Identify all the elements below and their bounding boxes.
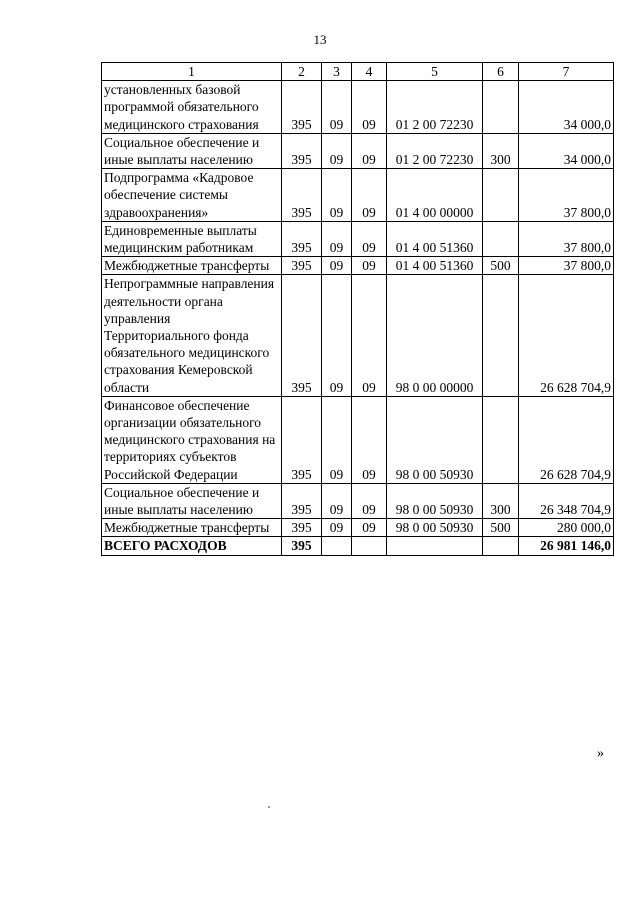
row-target-article: 01 4 00 00000 — [387, 169, 483, 222]
row-amount: 26 628 704,9 — [519, 396, 614, 483]
row-ministry-code: 395 — [282, 519, 322, 537]
row-ministry-code: 395 — [282, 483, 322, 518]
row-description: Непрограммные направления деятельности органа управления Территориального фонда обязательного медицинского страхования Кемеровской области — [102, 275, 282, 396]
row-subsection-code: 09 — [352, 396, 387, 483]
page-number: 13 — [313, 32, 327, 47]
column-header: 2 — [282, 63, 322, 81]
row-ministry-code: 395 — [282, 257, 322, 275]
row-target-article: 01 2 00 72230 — [387, 133, 483, 168]
row-ministry-code: 395 — [282, 133, 322, 168]
row-subsection-code: 09 — [352, 257, 387, 275]
row-ministry-code: 395 — [282, 221, 322, 256]
row-target-article: 01 4 00 51360 — [387, 221, 483, 256]
row-ministry-code: 395 — [282, 81, 322, 134]
row-amount: 26 348 704,9 — [519, 483, 614, 518]
row-amount: 37 800,0 — [519, 257, 614, 275]
table-header-row — [102, 63, 614, 81]
row-expense-type — [483, 396, 519, 483]
row-target-article: 01 2 00 72230 — [387, 81, 483, 134]
row-target-article: 98 0 00 50930 — [387, 519, 483, 537]
row-section-code: 09 — [322, 133, 352, 168]
row-expense-type: 500 — [483, 519, 519, 537]
total-row — [102, 537, 614, 555]
row-description: Социальное обеспечение и иные выплаты населению — [102, 483, 282, 518]
row-section-code: 09 — [322, 81, 352, 134]
row-section-code: 09 — [322, 275, 352, 396]
row-amount: 34 000,0 — [519, 81, 614, 134]
table-row — [102, 169, 614, 222]
row-section-code: 09 — [322, 483, 352, 518]
row-description: Финансовое обеспечение организации обязательного медицинского страхования на территориях субъектов Российской Федерации — [102, 396, 282, 483]
table-row — [102, 221, 614, 256]
row-expense-type — [483, 275, 519, 396]
closing-quote-mark: » — [597, 746, 604, 761]
row-subsection-code: 09 — [352, 221, 387, 256]
table-row — [102, 257, 614, 275]
column-header: 5 — [387, 63, 483, 81]
row-description: установленных базовой программой обязательного медицинского страхования — [102, 81, 282, 134]
row-subsection-code: 09 — [352, 483, 387, 518]
column-header: 7 — [519, 63, 614, 81]
row-subsection-code: 09 — [352, 169, 387, 222]
row-ministry-code: 395 — [282, 275, 322, 396]
row-section-code: 09 — [322, 257, 352, 275]
row-description: Социальное обеспечение и иные выплаты населению — [102, 133, 282, 168]
table-row — [102, 133, 614, 168]
row-target-article: 98 0 00 50930 — [387, 483, 483, 518]
row-subsection-code: 09 — [352, 275, 387, 396]
table-row — [102, 396, 614, 483]
row-subsection-code: 09 — [352, 519, 387, 537]
row-amount: 34 000,0 — [519, 133, 614, 168]
row-expense-type: 500 — [483, 257, 519, 275]
row-expense-type — [483, 81, 519, 134]
total-empty-cell — [483, 537, 519, 555]
total-empty-cell — [322, 537, 352, 555]
column-header: 4 — [352, 63, 387, 81]
row-expense-type — [483, 169, 519, 222]
row-section-code: 09 — [322, 169, 352, 222]
row-amount: 37 800,0 — [519, 221, 614, 256]
row-description: Межбюджетные трансферты — [102, 257, 282, 275]
total-empty-cell — [352, 537, 387, 555]
row-amount: 280 000,0 — [519, 519, 614, 537]
row-description: Подпрограмма «Кадровое обеспечение системы здравоохранения» — [102, 169, 282, 222]
row-section-code: 09 — [322, 519, 352, 537]
table-row — [102, 81, 614, 134]
scan-speck — [268, 806, 270, 808]
row-amount: 26 628 704,9 — [519, 275, 614, 396]
table-row — [102, 275, 614, 396]
row-target-article: 98 0 00 50930 — [387, 396, 483, 483]
row-amount: 37 800,0 — [519, 169, 614, 222]
expenditure-table — [101, 62, 614, 556]
row-expense-type — [483, 221, 519, 256]
row-expense-type: 300 — [483, 483, 519, 518]
row-section-code: 09 — [322, 396, 352, 483]
row-subsection-code: 09 — [352, 133, 387, 168]
column-header: 1 — [102, 63, 282, 81]
row-ministry-code: 395 — [282, 169, 322, 222]
row-description: Межбюджетные трансферты — [102, 519, 282, 537]
row-target-article: 98 0 00 00000 — [387, 275, 483, 396]
table-row — [102, 483, 614, 518]
row-expense-type: 300 — [483, 133, 519, 168]
total-amount: 26 981 146,0 — [519, 537, 614, 555]
table-row — [102, 519, 614, 537]
row-subsection-code: 09 — [352, 81, 387, 134]
total-label: ВСЕГО РАСХОДОВ — [102, 537, 282, 555]
row-ministry-code: 395 — [282, 396, 322, 483]
row-target-article: 01 4 00 51360 — [387, 257, 483, 275]
column-header: 6 — [483, 63, 519, 81]
column-header: 3 — [322, 63, 352, 81]
total-ministry-code: 395 — [282, 537, 322, 555]
row-section-code: 09 — [322, 221, 352, 256]
row-description: Единовременные выплаты медицинским работникам — [102, 221, 282, 256]
total-empty-cell — [387, 537, 483, 555]
